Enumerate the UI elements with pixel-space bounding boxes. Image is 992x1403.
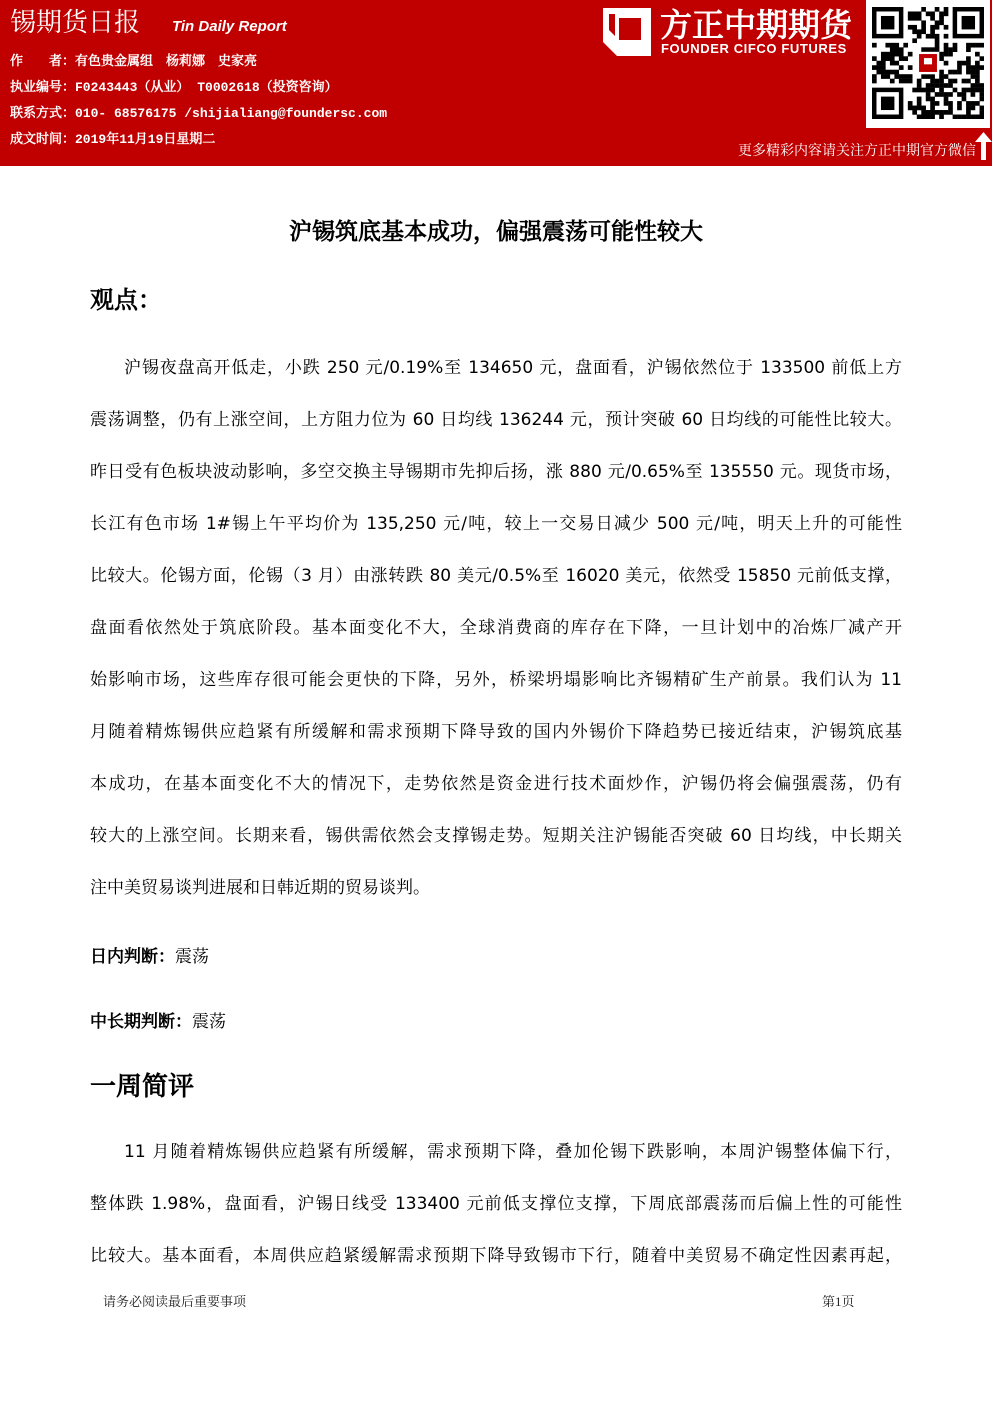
viewpoint-line: 注中美贸易谈判进展和日韩近期的贸易谈判。 [90, 878, 430, 898]
viewpoint-line: 盘面看依然处于筑底阶段。基本面变化不大，全球消费商的库存在下降，一旦计划中的冶炼厂减产开 [90, 618, 902, 638]
long-term-judgement-value: 震荡 [192, 1012, 226, 1032]
founder-logo-icon [603, 8, 651, 56]
viewpoint-paragraph [90, 342, 902, 914]
viewpoint-line: 较大的上涨空间。长期来看，锡供需依然会支撑锡走势。短期关注沪锡能否突破 60 日均线，中长期关 [90, 826, 902, 846]
viewpoint-line: 昨日受有色板块波动影响，多空交换主导锡期市先抑后扬，涨 880 元/0.65%至 135550 元。现货市场， [90, 462, 902, 482]
license-line: 执业编号：F0243443（从业） T0002618（投资咨询） [10, 80, 338, 95]
date-line: 成文时间：2019年11月19日星期二 [10, 132, 216, 147]
intraday-judgement-value: 震荡 [175, 947, 209, 967]
viewpoint-heading: 观点： [90, 286, 162, 314]
qr-code-box [866, 0, 990, 128]
viewpoint-line: 本成功，在基本面变化不大的情况下，走势依然是资金进行技术面炒作，沪锡仍将会偏强震荡，仍有 [90, 774, 902, 794]
long-term-judgement-label: 中长期判断： [90, 1012, 192, 1032]
viewpoint-line: 长江有色市场 1#锡上午平均价为 135,250 元/吨，较上一交易日减少 500 元/吨，明天上升的可能性 [90, 514, 902, 534]
contact-line: 联系方式：010- 68576175 /shijialiang@foundersc.com [10, 106, 388, 121]
wechat-follow-note: 更多精彩内容请关注方正中期官方微信 [738, 144, 976, 159]
weekly-review-line: 11 月随着精炼锡供应趋紧有所缓解，需求预期下降，叠加伦锡下跌影响，本周沪锡整体偏下行， [124, 1142, 902, 1162]
report-headline: 沪锡筑底基本成功，偏强震荡可能性较大 [289, 219, 703, 245]
viewpoint-line: 比较大。伦锡方面，伦锡（3 月）由涨转跌 80 美元/0.5%至 16020 美元，依然受 15850 元前低支撑， [90, 566, 902, 586]
weekly-review-paragraph [90, 1126, 902, 1282]
report-title-en: Tin Daily Report [172, 18, 287, 35]
report-header [0, 0, 992, 166]
weekly-review-line: 整体跌 1.98%，盘面看，沪锡日线受 133400 元前低支撑位支撑，下周底部震荡而后偏上性的可能性 [90, 1194, 902, 1214]
brand-name-en: FOUNDER CIFCO FUTURES [661, 41, 847, 56]
author-line: 作 者：有色贵金属组 杨莉娜 史家亮 [10, 54, 258, 69]
qr-code [872, 7, 984, 119]
page-number: 第1页 [822, 1294, 855, 1309]
intraday-judgement [90, 943, 209, 971]
weekly-review-heading: 一周简评 [90, 1072, 195, 1102]
viewpoint-line: 震荡调整，仍有上涨空间，上方阻力位为 60 日均线 136244 元，预计突破 60 日均线的可能性比较大。 [90, 410, 902, 430]
weekly-review-line: 比较大。基本面看，本周供应趋紧缓解需求预期下降导致锡市下行，随着中美贸易不确定性因素再起， [90, 1246, 902, 1266]
brand-name-cn: 方正中期期货 [660, 6, 853, 44]
up-arrow-icon [975, 132, 992, 160]
long-term-judgement [90, 1008, 226, 1036]
report-title-cn: 锡期货日报 [10, 8, 141, 38]
footer-notice: 请务必阅读最后重要事项 [103, 1294, 247, 1309]
viewpoint-line: 月随着精炼锡供应趋紧有所缓解和需求预期下降导致的国内外锡价下降趋势已接近结束，沪锡筑底基 [90, 722, 902, 742]
viewpoint-line: 始影响市场，这些库存很可能会更快的下降，另外，桥梁坍塌影响比齐锡精矿生产前景。我们认为 11 [90, 670, 902, 690]
viewpoint-line: 沪锡夜盘高开低走，小跌 250 元/0.19%至 134650 元，盘面看，沪锡依然位于 133500 前低上方 [124, 358, 902, 378]
intraday-judgement-label: 日内判断： [90, 947, 175, 967]
